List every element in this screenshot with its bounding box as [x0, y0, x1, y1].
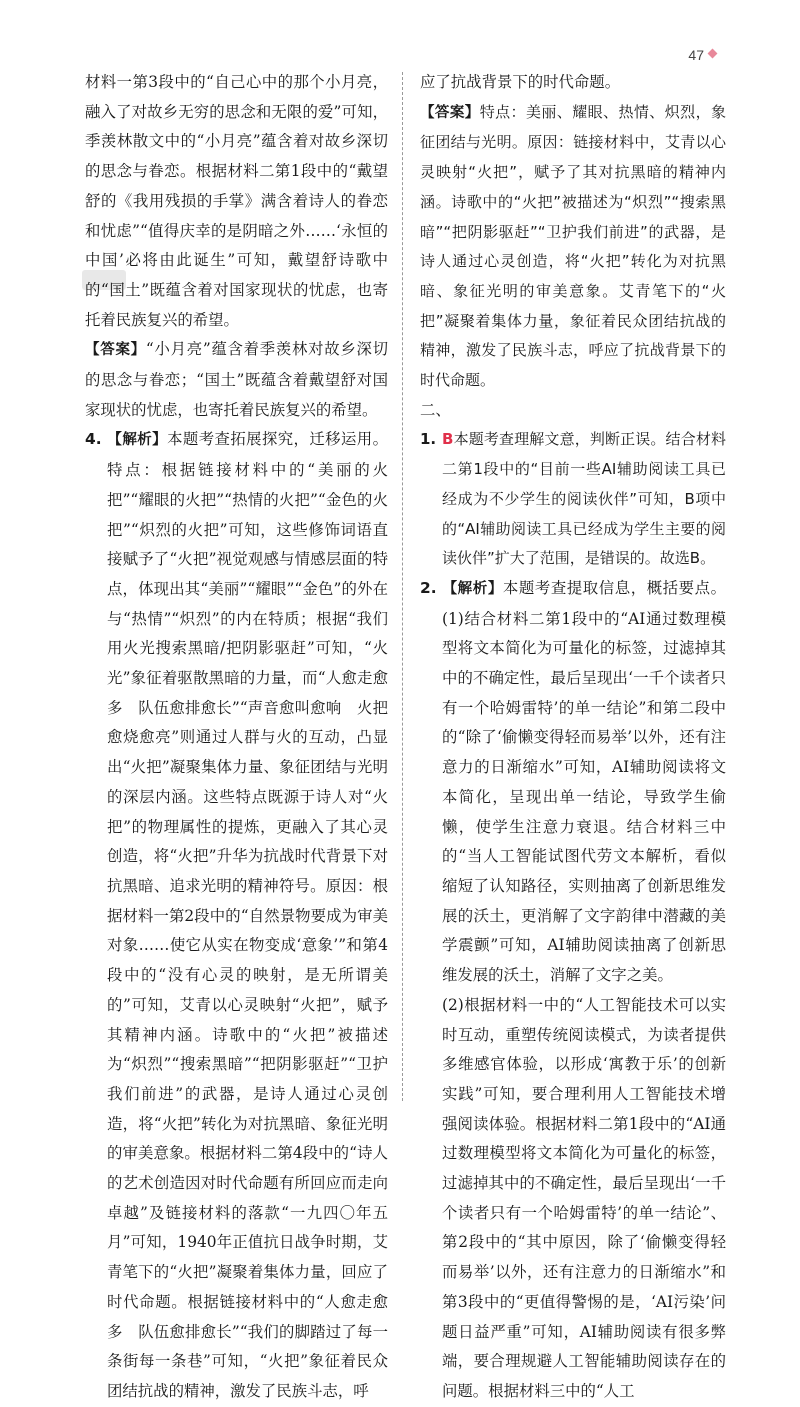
diamond-icon	[708, 49, 718, 59]
answer-tag: 【答案】	[420, 104, 480, 121]
question-1	[420, 425, 726, 574]
question-2-part-2: (2)根据材料一中的“人工智能技术可以实时互动，重塑传统阅读模式，为读者提供多维感官体验，以形成‘寓教于乐’的创新实践”可知，要合理利用人工智能技术增强阅读体验。根据材料二第1段中的“AI通过数理模型将文本简化为可量化的标签，过滤掉其中的不确定性，最后呈现出‘一千个读者只有一个哈姆雷特’的单一结论”、第2段中的“其中原因，除了‘偷懒变得轻而易举’以外，还有注意力的日渐缩水”和第3段中的“更值得警惕的是，‘AI污染’问题日益严重”可知，AI辅助阅读有很多弊端，要合理规避人工智能辅助阅读存在的问题。根据材料三中的“人工	[442, 995, 726, 1400]
question-number: 2.	[420, 578, 437, 597]
question-2-text-a: 本题考查提取信息，概括要点。(1)结合材料二第1段中的“AI通过数理模型将文本简化为可量化的标签，过滤掉其中的不确定性，最后呈现出‘一千个读者只有一个哈姆雷特’的单一结论”和第二段中的“除了‘偷懒变得轻而易举’以外，还有注意力的日渐缩水”可知，AI辅助阅读将文本简化，呈现出单一结论，导致学生偷懒，使学生注意力衰退。结合材料三中的“当人工智能试图代劳文本解析，看似缩短了认知路径，实则抽离了创新思维发展的沃土，更消解了文字韵律中潜藏的美学震颤”可知，AI辅助阅读抽离了创新思维发展的沃土，消解了文字之美。	[442, 578, 726, 985]
left-column	[85, 68, 388, 1407]
left-answer	[85, 335, 388, 425]
answer-tag: 【答案】	[85, 342, 146, 359]
question-4	[85, 425, 388, 1406]
answer-letter: B	[442, 430, 454, 449]
page-number: 47	[688, 47, 704, 63]
right-column	[420, 68, 726, 1407]
right-paragraph-1: 应了抗战背景下的时代命题。	[420, 73, 621, 91]
question-1-text: 本题考查理解文意，判断正误。结合材料二第1段中的“目前一些AI辅助阅读工具已经成为不少学生的阅读伙伴”可知，B项中的“AI辅助阅读工具已经成为学生主要的阅读伙伴”扩大了范围，是错误的。故选B。	[442, 430, 726, 568]
analysis-tag: 【解析】	[442, 580, 503, 597]
left-paragraph-1: 材料一第3段中的“自己心中的那个小月亮，融入了对故乡无穷的思念和无限的爱”可知，季羡林散文中的“小月亮”蕴含着对故乡深切的思念与眷恋。根据材料二第1段中的“戴望舒的《我用残损的手掌》满含着诗人的眷恋和忧虑”“值得庆幸的是阴暗之外……‘永恒的中国’必将由此诞生”可知，戴望舒诗歌中的“国土”既蕴含着对国家现状的忧虑，也寄托着民族复兴的希望。	[85, 73, 388, 329]
question-number: 1.	[420, 430, 437, 449]
section-heading: 二、	[420, 400, 451, 419]
right-answer	[420, 98, 726, 396]
question-number: 4.	[85, 430, 102, 449]
question-2	[420, 574, 726, 991]
answer-text: 特点：美丽、耀眼、热情、炽烈，象征团结与光明。原因：链接材料中，艾青以心灵映射“火把”，赋予了其对抗黑暗的精神内涵。诗歌中的“火把”被描述为“炽烈”“搜索黑暗”“把阴影驱赶”“卫护我们前进”的武器，是诗人通过心灵创造，将“火把”转化为对抗黑暗、象征光明的审美意象。艾青笔下的“火把”凝聚着集体力量，象征着民众团结抗战的精神，激发了民族斗志，呼应了抗战背景下的时代命题。	[420, 102, 726, 390]
analysis-tag: 【解析】	[107, 432, 168, 449]
question-4-text: 本题考查拓展探究，迁移运用。特点：根据链接材料中的“美丽的火把”“耀眼的火把”“热情的火把”“金色的火把”“炽烈的火把”可知，这些修饰词语直接赋予了“火把”视觉观感与情感层面的特点，体现出其“美丽”“耀眼”“金色”的外在与“热情”“炽烈”的内在特质；根据“我们用火光搜索黑暗/把阴影驱赶”可知，“火光”象征着驱散黑暗的力量，而“人愈走愈多 队伍愈排愈长”“声音愈叫愈响 火把愈烧愈亮”则通过人群与火的互动，凸显出“火把”凝聚集体力量、象征团结与光明的深层内涵。这些特点既源于诗人对“火把”的物理属性的提炼，更融入了其心灵创造，将“火把”升华为抗战时代背景下对抗黑暗、追求光明的精神符号。原因：根据材料一第2段中的“自然景物要成为审美对象……使它从实在物变成‘意象’”和第4段中的“没有心灵的映射，是无所谓美的”可知，艾青以心灵映射“火把”，赋予其精神内涵。诗歌中的“火把”被描述为“炽烈”“搜索黑暗”“把阴影驱赶”“卫护我们前进”的武器，是诗人通过心灵创造，将“火把”转化为对抗黑暗、象征光明的审美意象。根据材料二第4段中的“诗人的艺术创造因对时代命题有所回应而走向卓越”及链接材料的落款“一九四〇年五月”可知，1940年正值抗日战争时期，艾青笔下的“火把”凝聚着集体力量，回应了时代命题。根据链接材料中的“人愈走愈多 队伍愈排愈长”“我们的脚踏过了每一条街每一条巷”可知，“火把”象征着民众团结抗战的精神，激发了民族斗志，呼	[107, 430, 388, 1400]
answer-text: “小月亮”蕴含着季羡林对故乡深切的思念与眷恋；“国土”既蕴含着戴望舒对国家现状的忧虑，也寄托着民族复兴的希望。	[85, 340, 388, 419]
column-divider	[402, 72, 403, 1101]
